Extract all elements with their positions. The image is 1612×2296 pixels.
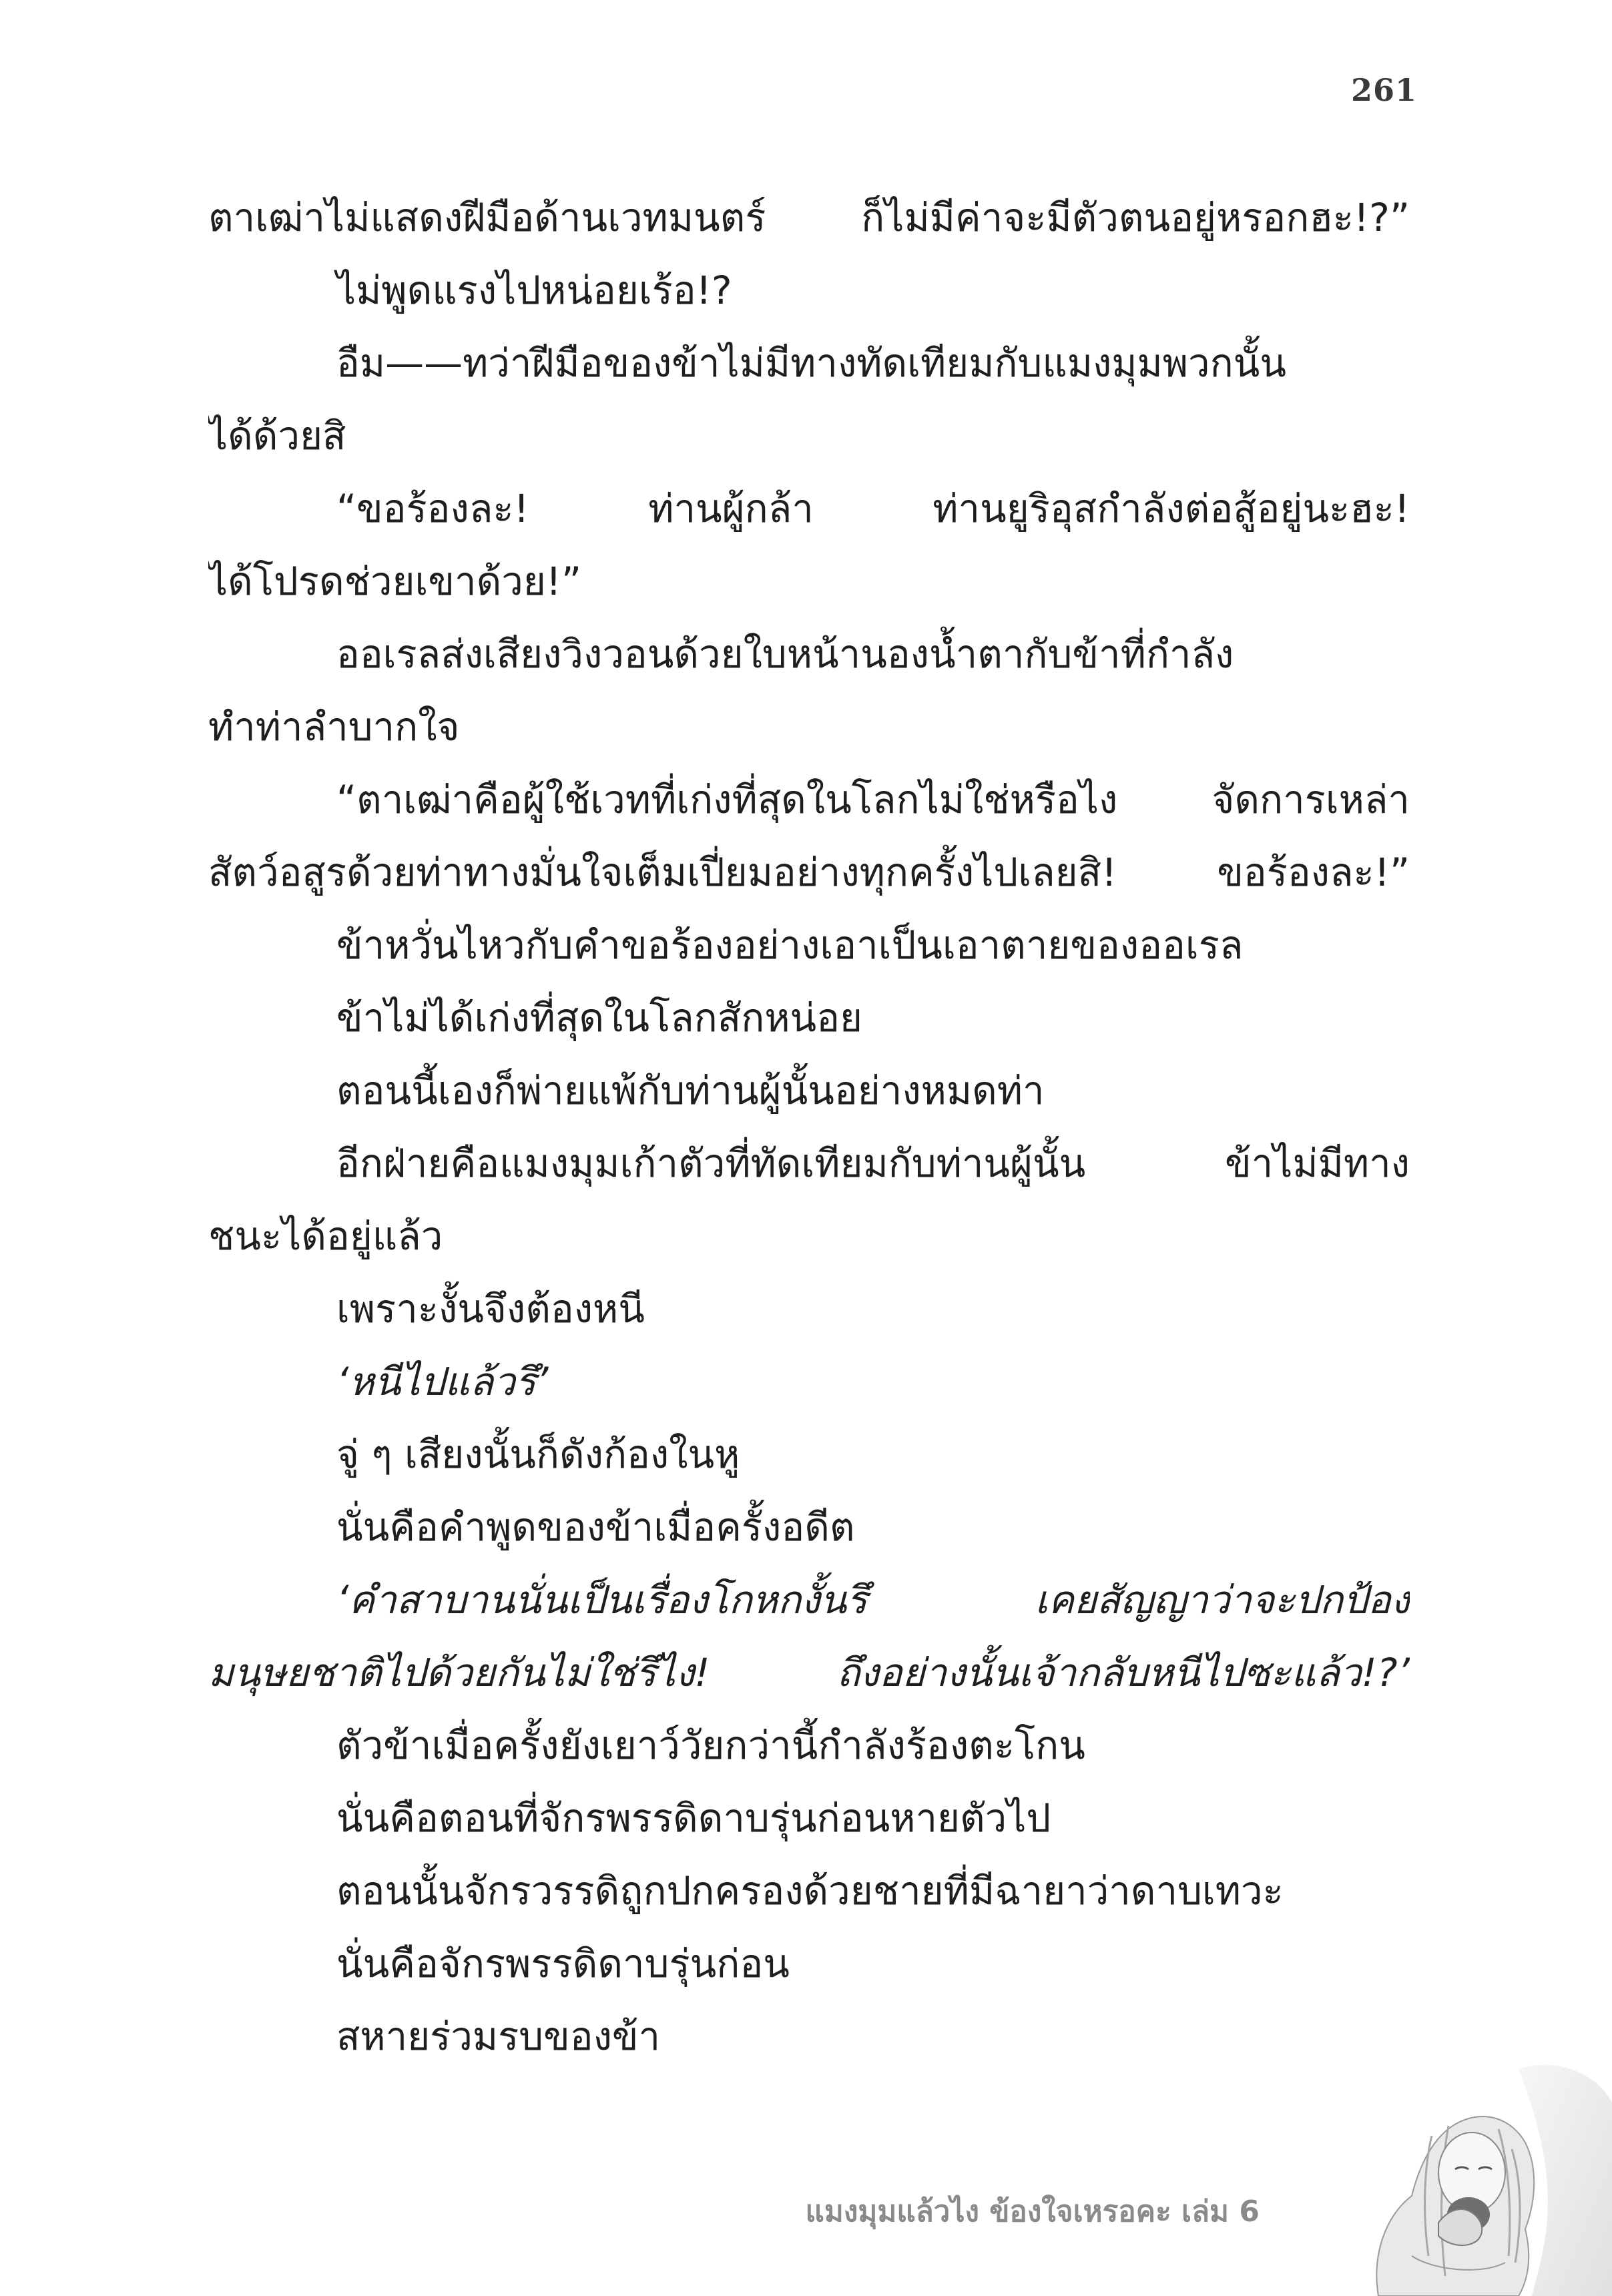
text-line: ตาเฒ่าไม่แสดงฝีมือด้านเวทมนตร์ ก็ไม่มีค่าจะมีตัวตนอยู่หรอกฮะ!?”	[208, 195, 1410, 240]
text-line: ได้โปรดช่วยเขาด้วย!”	[208, 559, 582, 604]
text-line: ไม่พูดแรงไปหน่อยเร้อ!?	[336, 268, 732, 313]
body-text	[208, 182, 1410, 2073]
text-line: มนุษยชาติไปด้วยกันไม่ใช่รึไง! ถึงอย่างนั้นเจ้ากลับหนีไปซะแล้ว!?’	[208, 1650, 1410, 1695]
text-line: ข้าหวั่นไหวกับคำขอร้องอย่างเอาเป็นเอาตายของออเรล	[336, 922, 1244, 968]
text-line: ตอนนี้เองก็พ่ายแพ้กับท่านผู้นั้นอย่างหมดท่า	[336, 1068, 1045, 1113]
text-line: นั่นคือคำพูดของข้าเมื่อครั้งอดีต	[336, 1504, 855, 1550]
book-title-footer: แมงมุมแล้วไง ข้องใจเหรอคะ เล่ม 6	[805, 2195, 1260, 2229]
text-line: เพราะงั้นจึงต้องหนี	[336, 1286, 645, 1332]
text-line: ออเรลส่งเสียงวิงวอนด้วยใบหน้านองน้ำตากับข้าที่กำลัง	[336, 631, 1234, 677]
text-line: สัตว์อสูรด้วยท่าทางมั่นใจเต็มเปี่ยมอย่างทุกครั้งไปเลยสิ! ขอร้องละ!”	[208, 850, 1410, 895]
text-line: “ขอร้องละ! ท่านผู้กล้า ท่านยูริอุสกำลังต่อสู้อยู่นะฮะ!	[336, 486, 1410, 531]
text-line: จู่ ๆ เสียงนั้นก็ดังก้องในหู	[336, 1432, 740, 1477]
page-number: 261	[1350, 72, 1417, 108]
text-line: ข้าไม่ได้เก่งที่สุดในโลกสักหน่อย	[336, 995, 863, 1041]
text-line: อีกฝ่ายคือแมงมุมเก้าตัวที่ทัดเทียมกับท่านผู้นั้น ข้าไม่มีทาง	[336, 1141, 1410, 1186]
text-line: นั่นคือจักรพรรดิดาบรุ่นก่อน	[336, 1941, 790, 1986]
text-line: ตัวข้าเมื่อครั้งยังเยาว์วัยกว่านี้กำลังร้องตะโกน	[336, 1723, 1085, 1768]
text-line: ได้ด้วยสิ	[208, 413, 346, 459]
text-line: สหายร่วมรบของข้า	[336, 2014, 661, 2059]
text-line: ชนะได้อยู่แล้ว	[208, 1213, 443, 1259]
character-illustration	[1278, 2056, 1612, 2296]
text-line: “ตาเฒ่าคือผู้ใช้เวทที่เก่งที่สุดในโลกไม่ใช่หรือไง จัดการเหล่า	[336, 777, 1410, 822]
text-line: ‘หนีไปแล้วรึ’	[336, 1359, 549, 1404]
text-line: ทำท่าลำบากใจ	[208, 704, 460, 750]
text-line: ตอนนั้นจักรวรรดิถูกปกครองด้วยชายที่มีฉายาว่าดาบเทวะ	[336, 1868, 1284, 1914]
text-line: นั่นคือตอนที่จักรพรรดิดาบรุ่นก่อนหายตัวไป	[336, 1795, 1051, 1841]
text-line: อืม——ทว่าฝีมือของข้าไม่มีทางทัดเทียมกับแมงมุมพวกนั้น	[336, 340, 1286, 386]
text-line: ‘คำสาบานนั่นเป็นเรื่องโกหกงั้นรึ เคยสัญญาว่าจะปกป้อง	[336, 1577, 1410, 1623]
